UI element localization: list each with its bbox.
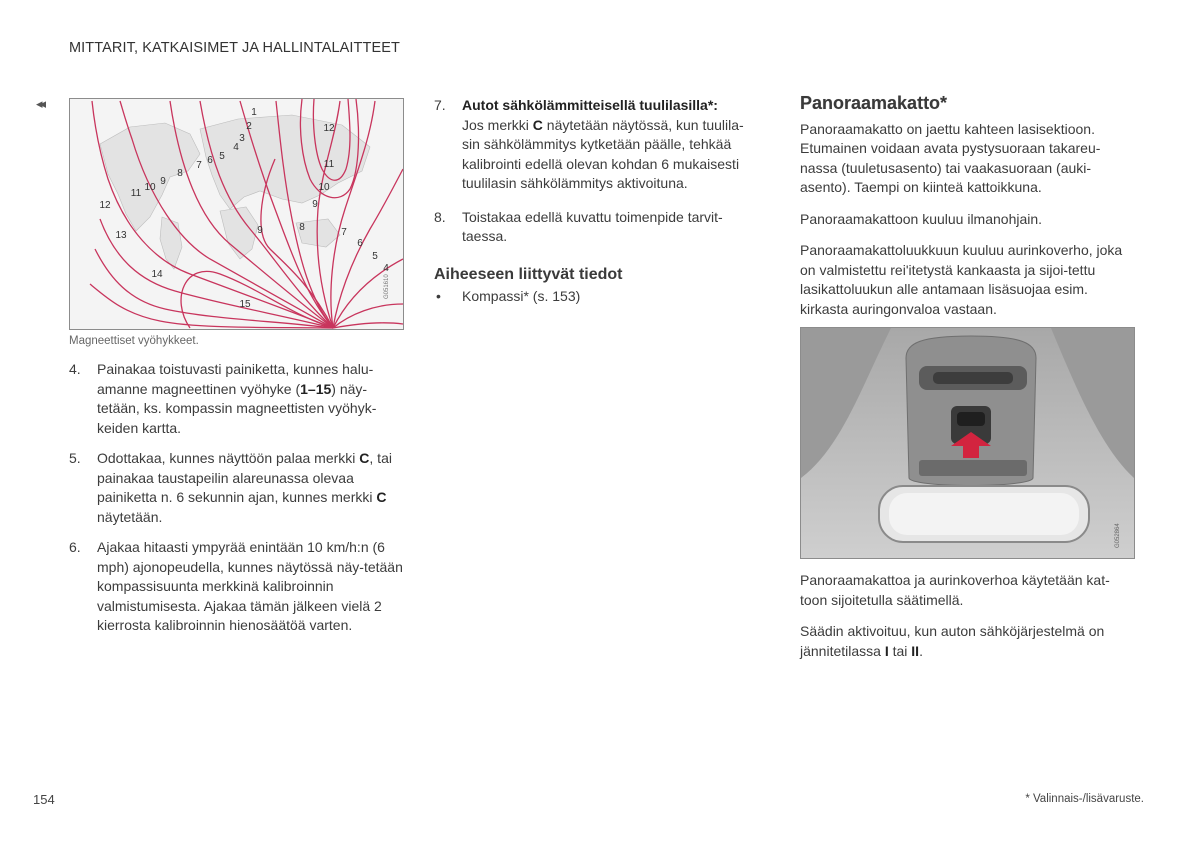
zone-label: 12	[99, 200, 111, 211]
step-text: Odottakaa, kunnes näyttöön palaa merkki	[97, 450, 360, 466]
page-header: MITTARIT, KATKAISIMET JA HALLINTALAITTEET	[69, 40, 400, 56]
step-number: 4.	[69, 361, 81, 377]
zone-label: 7	[341, 227, 347, 238]
map-graphic	[70, 99, 403, 329]
zone-label: 10	[144, 182, 156, 193]
symbol-c: C	[376, 489, 387, 505]
zone-label: 13	[115, 230, 127, 241]
zone-label: 2	[246, 121, 252, 132]
zone-label: 9	[312, 199, 318, 210]
step-number: 7.	[434, 97, 446, 113]
zone-label: 6	[357, 238, 363, 249]
symbol-c: C	[359, 450, 370, 466]
paragraph: Panoraamakattoon kuuluu ilmanohjain.	[800, 210, 1043, 227]
step-4	[69, 360, 403, 438]
zone-label: 3	[239, 133, 245, 144]
related-heading: Aiheeseen liittyvät tiedot	[434, 265, 623, 283]
step-5	[69, 449, 403, 527]
zone-label: 12	[323, 123, 335, 134]
zone-label: 9	[160, 176, 166, 187]
zone-label: 7	[196, 160, 202, 171]
middle-column	[434, 96, 754, 307]
zone-label: 11	[323, 159, 335, 170]
para-text: Säädin aktivoituu, kun auton sähköjärjestelmä on jännitetilassa	[800, 623, 1105, 659]
symbol-c: C	[532, 116, 543, 133]
zone-label: 4	[383, 263, 389, 274]
left-steps	[69, 360, 403, 647]
step-text: näytetään näytössä, kun tuulila-sin sähkölämmitys kytketään päälle, tehkää kalibrointi edellä olevan kohdan 6 mukaisesti tuulilasin sähkölämmitys aktivoituna.	[462, 116, 744, 191]
zone-label: 5	[219, 151, 225, 162]
right-column	[800, 94, 1135, 331]
step-title: Autot sähkölämmitteisellä tuulilasilla*:	[462, 97, 718, 113]
step-text: Ajakaa hitaasti ympyrää enintään 10 km/h:n (6 mph) ajonopeudella, kunnes näytössä näy-tetään kompassisuunta merkkinä kalibroinnin valmistumisesta. Ajakaa tämän jälkeen vielä 2 kierrosta kalibroinnin hienosäätöä varten.	[97, 539, 403, 633]
step-8	[434, 208, 754, 247]
voltage-mode: I	[884, 642, 889, 659]
paragraph	[800, 622, 1135, 661]
para-text: .	[919, 642, 923, 659]
zone-range: 1–15	[300, 380, 332, 397]
step-number: 5.	[69, 450, 81, 466]
step-text: Painakaa toistuvasti painiketta, kunnes halu-amanne magneettinen vyöhyke (	[97, 361, 374, 397]
roof-photo-graphic	[801, 328, 1134, 558]
voltage-mode: II	[911, 642, 920, 659]
related-link-kompassi[interactable]: • Kompassi* (s. 153)	[434, 287, 754, 307]
section-heading: Panoraamakatto*	[800, 93, 948, 113]
step-text: Toistakaa edellä kuvattu toimenpide tarvit-taessa.	[462, 208, 723, 244]
zone-label: 14	[151, 269, 163, 280]
map-caption: Magneettiset vyöhykkeet.	[69, 335, 199, 347]
right-column-lower	[800, 571, 1135, 673]
step-number: 6.	[69, 539, 81, 555]
back-nav-icon[interactable]: ◂◂	[36, 96, 44, 111]
footnote: * Valinnais-/lisävaruste.	[1025, 793, 1144, 805]
para-text: tai	[888, 642, 912, 659]
step-text: , tai painakaa taustapeilin alareunassa olevaa painiketta n. 6 sekunnin ajan, kunnes merkki	[97, 450, 392, 505]
zone-label: 8	[299, 222, 305, 233]
step-number: 8.	[434, 208, 446, 225]
step-text: Jos merkki	[462, 116, 533, 133]
photo-caption: Panoraamakattoa ja aurinkoverhoa käytetään kat-toon sijoitetulla säätimellä.	[800, 572, 1110, 608]
zone-label: 11	[130, 188, 142, 199]
zone-label: 8	[177, 168, 183, 179]
zone-label: 1	[251, 107, 257, 118]
zone-label: 6	[207, 155, 213, 166]
step-text: näytetään.	[97, 508, 163, 525]
zone-label: 10	[318, 182, 330, 193]
zone-label: 15	[239, 299, 251, 310]
step-7	[434, 96, 754, 194]
zone-label: 9	[257, 225, 263, 236]
map-code: G051610	[384, 274, 390, 299]
page-number: 154	[33, 792, 55, 807]
step-6	[69, 538, 403, 636]
step-text: ) näy-tetään, ks. kompassin magneettisten vyöhyk-keiden kartta.	[97, 380, 377, 436]
photo-code: G052864	[1115, 523, 1121, 548]
paragraph: Panoraamakattoluukkuun kuuluu aurinkoverho, joka on valmistettu rei'itetystä kankaasta ja sijoi-tettu lasikattoluukun alle antamaan lisäsuojaa esim. kirkasta auringonvaloa vastaan.	[800, 242, 1123, 317]
zone-label: 5	[372, 251, 378, 262]
paragraph: Panoraamakatto on jaettu kahteen lasisektioon. Etumainen voidaan avata pystysuoraan takareu-nassa (tuuletusasento) tai vaakasuoraan (auki-asento). Taempi on kiinteä kattoikkuna.	[800, 120, 1101, 195]
magnetic-zones-map	[69, 98, 404, 330]
roof-control-photo	[800, 327, 1135, 559]
zone-label: 4	[233, 142, 239, 153]
